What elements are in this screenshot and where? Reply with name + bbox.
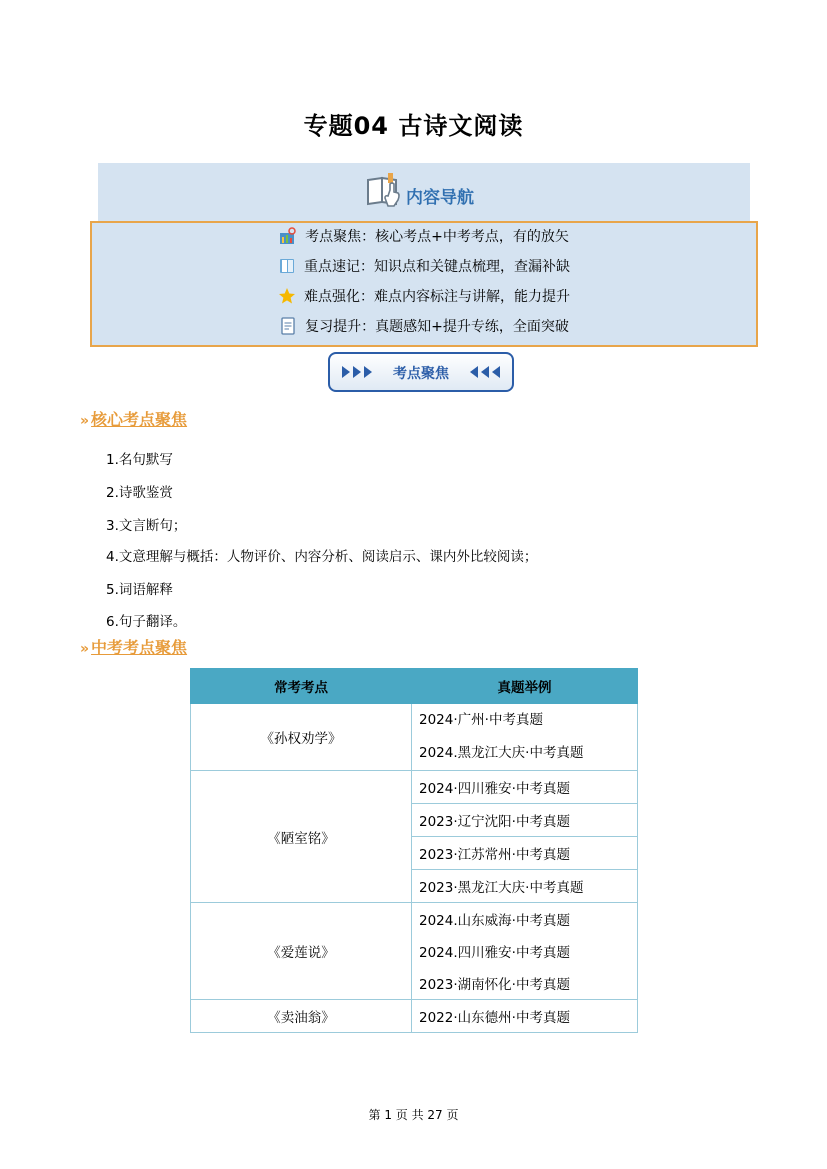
example-cell: 2023·湖南怀化·中考真题 <box>412 967 638 1000</box>
list-item: 3.文言断句； <box>106 518 187 534</box>
book-hand-icon <box>364 170 404 214</box>
star-icon <box>278 287 296 305</box>
content-nav-header <box>98 163 750 221</box>
example-cell: 2023·辽宁沈阳·中考真题 <box>412 804 638 837</box>
nav-item-label: 重点速记：知识点和关键点梳理，查漏补缺 <box>304 259 570 275</box>
example-cell: 2024.黑龙江大庆·中考真题 <box>412 737 638 771</box>
example-cell: 2023·江苏常州·中考真题 <box>412 837 638 870</box>
exam-point-cell: 《卖油翁》 <box>191 1000 412 1033</box>
content-nav-box <box>90 221 758 347</box>
nav-item-label: 难点强化：难点内容标注与讲解，能力提升 <box>304 289 570 305</box>
table-row <box>191 704 638 738</box>
exam-point-cell: 《爱莲说》 <box>191 903 412 1000</box>
example-cell: 2024·四川雅安·中考真题 <box>412 771 638 804</box>
book-icon <box>278 257 296 275</box>
section-heading-core: » 核心考点聚焦 <box>80 410 188 429</box>
example-cell: 2023·黑龙江大庆·中考真题 <box>412 870 638 903</box>
document-icon <box>279 317 297 335</box>
page-footer: 第 1 页 共 27 页 <box>368 1108 459 1122</box>
nav-item-memo <box>92 255 756 277</box>
example-cell: 2022·山东德州·中考真题 <box>412 1000 638 1033</box>
list-item: 4.文意理解与概括：人物评价、内容分析、阅读启示、课内外比较阅读； <box>106 549 538 565</box>
nav-item-focus <box>92 225 756 247</box>
nav-item-label: 复习提升：真题感知+提升专练，全面突破 <box>305 319 569 335</box>
exam-point-cell: 《孙权劝学》 <box>191 704 412 771</box>
example-cell: 2024·广州·中考真题 <box>412 704 638 738</box>
list-item: 2.诗歌鉴赏 <box>106 485 173 501</box>
nav-item-review <box>92 315 756 337</box>
table-row <box>191 1000 638 1033</box>
nav-item-label: 考点聚焦：核心考点+中考考点，有的放矢 <box>305 229 569 245</box>
table-header-row <box>191 669 638 704</box>
double-chevron-icon: » <box>80 641 90 657</box>
target-chart-icon <box>279 227 297 245</box>
list-item: 6.句子翻译。 <box>106 614 187 630</box>
content-nav-title: 内容导航 <box>406 187 474 208</box>
column-header: 常考考点 <box>191 669 412 704</box>
table-row <box>191 903 638 936</box>
double-chevron-icon: » <box>80 413 90 429</box>
example-cell: 2024.山东威海·中考真题 <box>412 903 638 936</box>
list-item: 5.词语解释 <box>106 582 173 598</box>
exam-point-cell: 《陋室铭》 <box>191 771 412 903</box>
nav-item-difficulty <box>92 285 756 307</box>
section-heading-exam: » 中考考点聚焦 <box>80 638 188 657</box>
banner-label: 考点聚焦 <box>393 366 449 382</box>
example-cell: 2024.四川雅安·中考真题 <box>412 935 638 967</box>
column-header: 真题举例 <box>412 669 638 704</box>
section-banner <box>328 352 514 392</box>
exam-points-table <box>190 668 638 1033</box>
table-row <box>191 771 638 804</box>
page-title: 专题04 古诗文阅读 <box>303 112 524 140</box>
list-item: 1.名句默写 <box>106 452 173 468</box>
